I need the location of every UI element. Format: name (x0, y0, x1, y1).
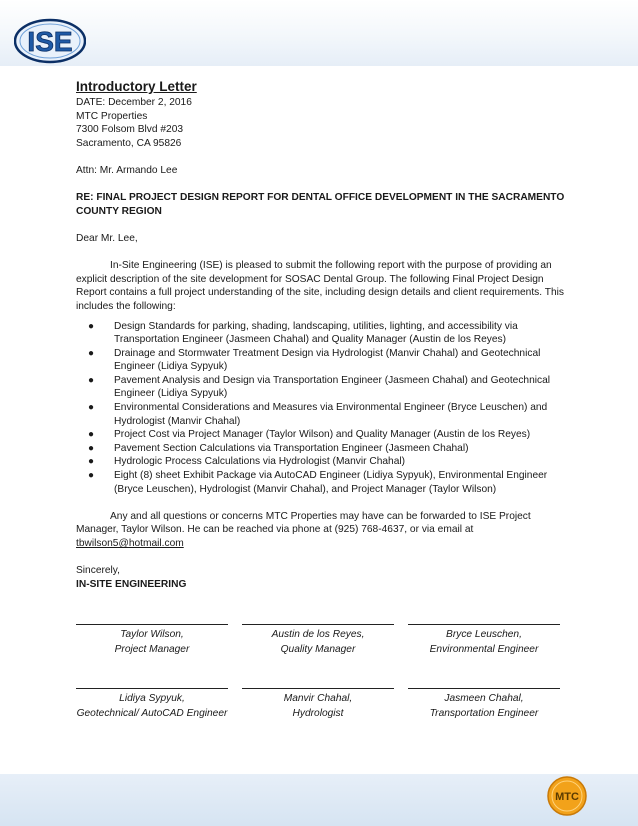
signer-name: Austin de los Reyes, (271, 629, 365, 640)
footer-band (0, 774, 638, 826)
bullet-icon: ● (88, 456, 95, 468)
signature-line (408, 688, 560, 689)
signature-line (76, 624, 228, 625)
letter-body (76, 78, 566, 591)
bullet-icon: ● (88, 374, 95, 386)
signer-title: Geotechnical/ AutoCAD Engineer (76, 708, 228, 719)
closing-paragraph: Any and all questions or concerns MTC Properties may have can be forwarded to ISE Project Manager, Taylor Wilson. He can be reached via phone at (925) 768-4637, or via email at tbwilson5@hotmail.com (76, 510, 531, 549)
email-link[interactable]: tbwilson5@hotmail.com (76, 538, 184, 549)
list-item: ● Drainage and Stormwater Treatment Design via Hydrologist (Manvir Chahal) and Geotechnical Engineer (Lidiya Sypyuk) (88, 347, 541, 373)
address-line-1: 7300 Folsom Blvd #203 (76, 124, 184, 136)
subject-line: RE: FINAL PROJECT DESIGN REPORT FOR DENTAL OFFICE DEVELOPMENT IN THE SACRAMENTO COUNTY REGION (76, 192, 565, 217)
signature-line (76, 688, 228, 689)
list-item: ● Environmental Considerations and Measures via Environmental Engineer (Bryce Leuschen) and Hydrologist (Manvir Chahal) (88, 402, 548, 427)
signer-title: Quality Manager (280, 644, 356, 655)
signature-line (408, 624, 560, 625)
signature-manvir-chahal (242, 688, 394, 721)
ise-logo (14, 18, 86, 64)
signer-name: Lidiya Sypyuk, (119, 693, 185, 704)
salutation: Dear Mr. Lee, (76, 232, 138, 244)
bullet-icon: ● (88, 320, 95, 332)
signer-name: Jasmeen Chahal, (444, 693, 524, 704)
bullet-icon: ● (88, 429, 95, 441)
mtc-logo (546, 775, 588, 817)
signer-title: Transportation Engineer (429, 708, 539, 719)
signature-lidiya-sypyuk (76, 688, 228, 721)
signature-line (242, 624, 394, 625)
letter-heading: Introductory Letter (76, 79, 197, 94)
header-band (0, 0, 638, 66)
signature-line (242, 688, 394, 689)
bullet-icon: ● (88, 347, 95, 359)
list-item: ● Eight (8) sheet Exhibit Package via AutoCAD Engineer (Lidiya Sypyuk), Environmental Engineer (Bryce Leuschen), Hydrologist (Manvir Chahal), and Project Manager (Taylor Wilson) (88, 470, 548, 495)
list-item: ● Design Standards for parking, shading, landscaping, utilities, lighting, and accessibility via Transportation Engineer (Jasmeen Chahal) and Quality Manager (Austin de los Reyes) (88, 320, 518, 346)
signer-name: Bryce Leuschen, (446, 629, 522, 640)
date-line: DATE: December 2, 2016 (76, 97, 192, 108)
mtc-logo-text: MTC (555, 791, 579, 803)
signer-title: Project Manager (114, 644, 190, 655)
intro-paragraph: In-Site Engineering (ISE) is pleased to submit the following report with the purpose of providing an explicit description of the site development for SOSAC Dental Group. The following Final Project Design Report contains a full project understanding of the site, including design details and client requirements. This includes the following: (76, 260, 564, 312)
bullet-icon: ● (88, 470, 95, 482)
bullet-icon: ● (88, 442, 95, 454)
signer-title: Environmental Engineer (429, 644, 539, 655)
recipient-company: MTC Properties (76, 110, 148, 122)
signature-austin-de-los-reyes (242, 624, 394, 657)
address-line-2: Sacramento, CA 95826 (76, 137, 182, 149)
signer-title: Hydrologist (292, 708, 344, 719)
bullet-icon: ● (88, 402, 95, 414)
deliverables-list (76, 320, 566, 497)
signature-bryce-leuschen (408, 624, 560, 657)
ise-logo-text: ISE (27, 26, 73, 57)
signoff: Sincerely, (76, 565, 120, 577)
list-item: ● Pavement Section Calculations via Transportation Engineer (Jasmeen Chahal) (88, 442, 469, 454)
signature-jasmeen-chahal (408, 688, 560, 721)
signer-name: Taylor Wilson, (120, 629, 184, 640)
list-item: ● Pavement Analysis and Design via Transportation Engineer (Jasmeen Chahal) and Geotechnical Engineer (Lidiya Sypyuk) (88, 374, 551, 400)
signer-name: Manvir Chahal, (283, 693, 353, 704)
list-item: ● Project Cost via Project Manager (Taylor Wilson) and Quality Manager (Austin de los Reyes) (88, 429, 531, 441)
signature-taylor-wilson (76, 624, 228, 657)
company-signature: IN-SITE ENGINEERING (76, 578, 187, 590)
attention-line: Attn: Mr. Armando Lee (76, 164, 178, 176)
list-item: ● Hydrologic Process Calculations via Hydrologist (Manvir Chahal) (88, 456, 406, 468)
